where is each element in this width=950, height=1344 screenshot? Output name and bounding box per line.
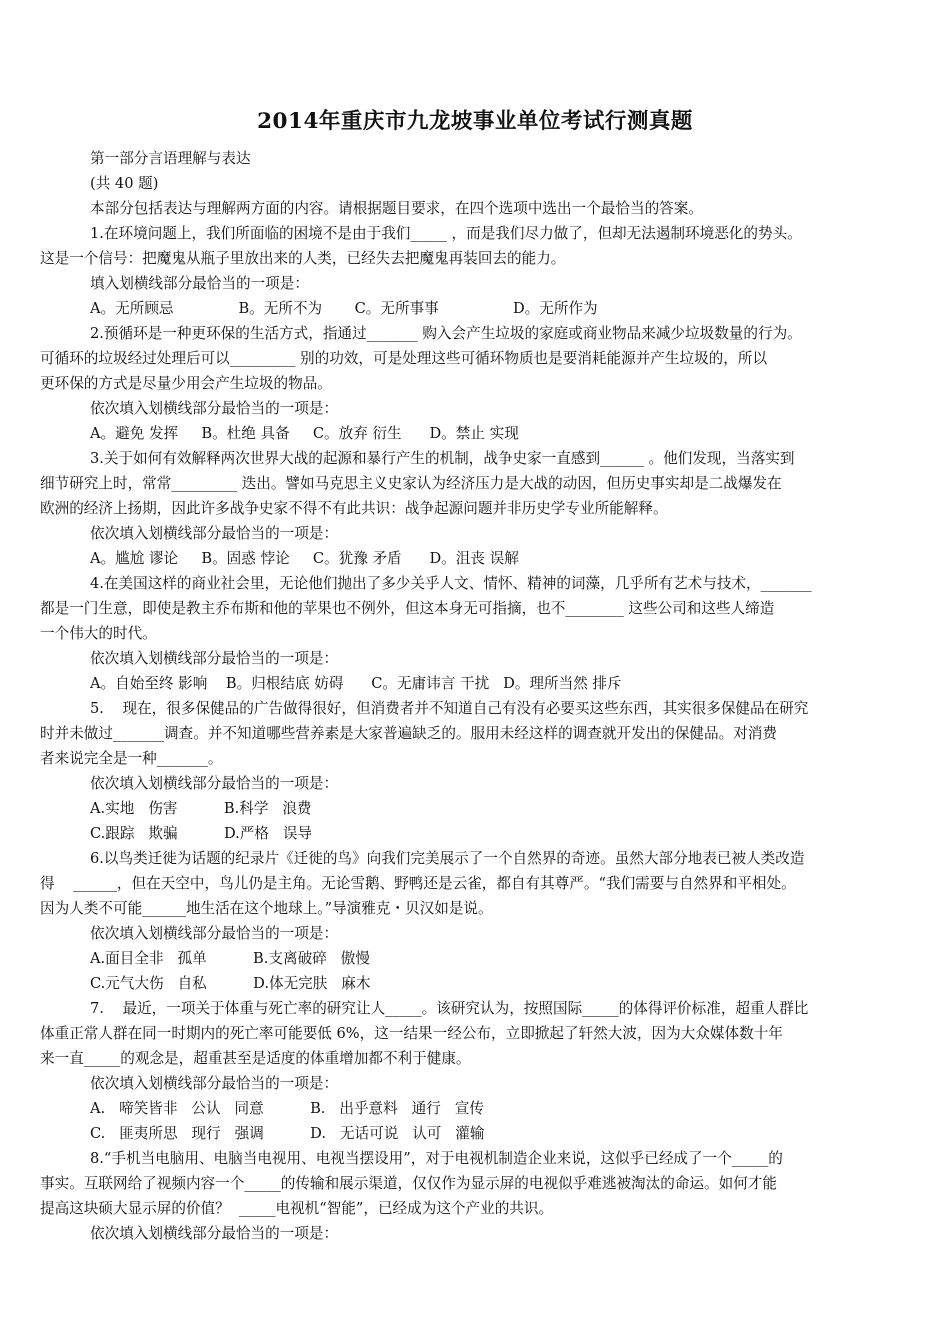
- text-line: 来一直_____的观念是，超重甚至是适度的体重增加都不利于健康。: [40, 1050, 471, 1067]
- document-title: 2014年重庆市九龙坡事业单位考试行测真题: [257, 109, 693, 134]
- text-line: 1.在环境问题上，我们所面临的困境不是由于我们_____ ，而是我们尽力做了，但却无法遏制环境恶化的势头。: [90, 225, 802, 242]
- text-line: A.实地 伤害 B.科学 浪费: [90, 800, 312, 817]
- text-line: 6.以鸟类迁徙为话题的纪录片《迁徙的鸟》向我们完美展示了一个自然界的奇迹。虽然大部分地表已被人类改造: [90, 850, 805, 867]
- text-line: 依次填入划横线部分最恰当的一项是：: [90, 925, 339, 942]
- text-line: 一个伟大的时代。: [40, 625, 157, 642]
- text-line: 更环保的方式是尽量少用会产生垃圾的物品。: [40, 375, 332, 392]
- text-line: 体重正常人群在同一时期内的死亡率可能要低 6%，这一结果一经公布，立即掀起了轩然大波，因为大众媒体数十年: [40, 1025, 783, 1042]
- text-line: C. 匪夷所思 现行 强调 D. 无话可说 认可 灌输: [90, 1125, 485, 1142]
- text-line: A. 啼笑皆非 公认 同意 B. 出乎意料 通行 宣传: [90, 1100, 484, 1117]
- text-line: A。自始至终 影响 B。归根结底 妨碍 C。无庸讳言 干扰 D。理所当然 排斥: [90, 675, 622, 692]
- text-line: 依次填入划横线部分最恰当的一项是：: [90, 650, 339, 667]
- text-line: A。避免 发挥 B。杜绝 具备 C。放弃 衍生 D。禁止 实现: [90, 425, 519, 442]
- text-line: 7. 最近，一项关于体重与死亡率的研究让人_____。该研究认为，按照国际_____的体得评价标准，超重人群比: [90, 1000, 809, 1017]
- text-line: 2.预循环是一种更环保的生活方式，指通过_______ 购入会产生垃圾的家庭或商业物品来减少垃圾数量的行为。: [90, 325, 802, 342]
- text-line: A.面目全非 孤单 B.支离破碎 傲慢: [90, 950, 370, 967]
- text-line: 可循环的垃圾经过处理后可以_________ 别的功效，可是处理这些可循环物质也是要消耗能源并产生垃圾的，所以: [40, 350, 768, 367]
- text-line: 依次填入划横线部分最恰当的一项是：: [90, 525, 339, 542]
- text-line: 欧洲的经济上扬期，因此许多战争史家不得不有此共识：战争起源问题并非历史学专业所能解释。: [40, 500, 668, 517]
- text-line: 者来说完全是一种_______。: [40, 750, 223, 767]
- text-line: 依次填入划横线部分最恰当的一项是：: [90, 400, 339, 417]
- text-line: 都是一门生意，即使是教主乔布斯和他的苹果也不例外，但这本身无可指摘，也不________ 这些公司和这些人缔造: [40, 600, 775, 617]
- text-line: 得 ______，但在天空中，鸟儿仍是主角。无论雪鹅、野鸭还是云雀，都自有其尊严。“我们需要与自然界和平相处。: [40, 875, 796, 892]
- text-line: 依次填入划横线部分最恰当的一项是：: [90, 1225, 339, 1242]
- text-line: 填入划横线部分最恰当的一项是：: [90, 275, 309, 292]
- text-line: 这是一个信号：把魔鬼从瓶子里放出来的人类，已经失去把魔鬼再装回去的能力。: [40, 250, 566, 267]
- text-line: (共 40 题): [90, 175, 159, 192]
- text-line: A。无所顾忌 B。无所不为 C。无所事事 D。无所作为: [90, 300, 598, 317]
- text-line: 因为人类不可能______地生活在这个地球上。”导演雅克・贝汉如是说。: [40, 900, 493, 917]
- text-line: 5. 现在，很多保健品的广告做得很好，但消费者并不知道自己有没有必要买这些东西，其实很多保健品在研究: [90, 700, 809, 717]
- text-line: 细节研究上时，常常_________ 迭出。譬如马克思主义史家认为经济压力是大战的动因，但历史事实却是二战爆发在: [40, 475, 782, 492]
- text-line: C.元气大伤 自私 D.体无完肤 麻木: [90, 975, 371, 992]
- text-line: 事实。互联网给了视频内容一个_____的传输和展示渠道，仅仅作为显示屏的电视似乎难逃被淘汰的命运。如何才能: [40, 1175, 777, 1192]
- text-line: 3.关于如何有效解释两次世界大战的起源和暴行产生的机制，战争史家一直感到______ 。他们发现，当落实到: [90, 450, 795, 467]
- text-line: 本部分包括表达与理解两方面的内容。请根据题目要求，在四个选项中选出一个最恰当的答案。: [90, 200, 703, 217]
- text-line: 依次填入划横线部分最恰当的一项是：: [90, 1075, 339, 1092]
- text-line: 时并未做过_______调查。并不知道哪些营养素是大家普遍缺乏的。服用未经这样的调查就开发出的保健品。对消费: [40, 725, 777, 742]
- text-line: 第一部分言语理解与表达: [90, 150, 251, 167]
- text-line: 提高这块硕大显示屏的价值？ _____电视机“智能”，已经成为这个产业的共识。: [40, 1200, 554, 1217]
- text-line: C.跟踪 欺骗 D.严格 误导: [90, 825, 313, 842]
- text-line: 依次填入划横线部分最恰当的一项是：: [90, 775, 339, 792]
- text-line: 4.在美国这样的商业社会里，无论他们抛出了多少关乎人文、情怀、精神的词藻，几乎所有艺术与技术，_______: [90, 575, 812, 592]
- text-line: A。尴尬 谬论 B。固惑 悖论 C。犹豫 矛盾 D。沮丧 误解: [90, 550, 519, 567]
- text-line: 8.“手机当电脑用、电脑当电视用、电视当摆设用”，对于电视机制造企业来说，这似乎已经成了一个_____的: [90, 1150, 783, 1167]
